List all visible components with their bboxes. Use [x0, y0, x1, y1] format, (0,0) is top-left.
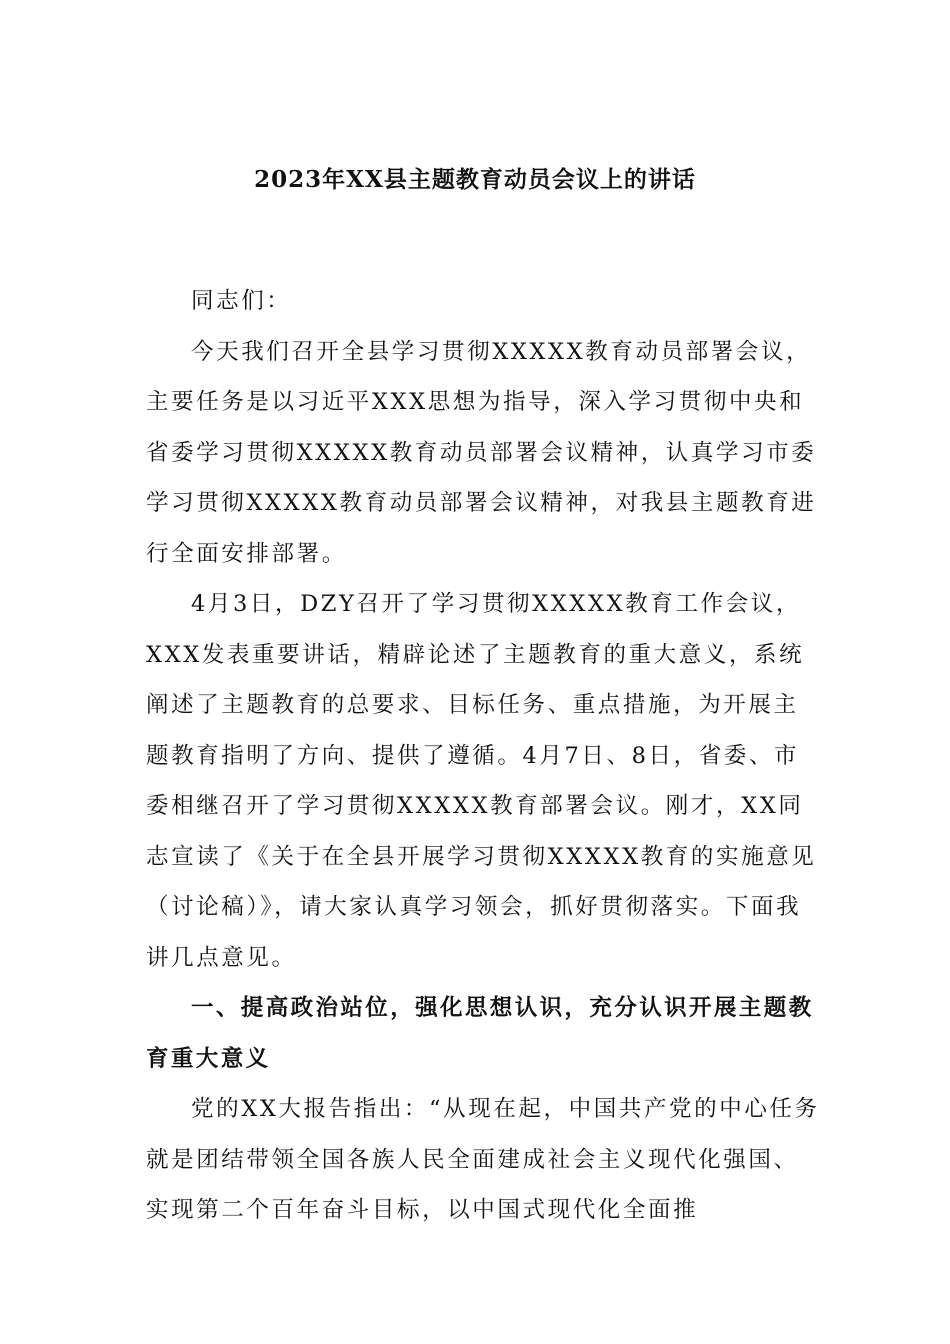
document-body: [146, 276, 822, 1236]
section-heading: 一、提高政治站位，强化思想认识，充分认识开展主题教育重大意义: [146, 995, 814, 1072]
body-paragraph: 今天我们召开全县学习贯彻XXXXX教育动员部署会议，主要任务是以习近平XXX思想为指导，深入学习贯彻中央和省委学习贯彻XXXXX教育动员部署会议精神，认真学习市委学习贯彻XXXXX教育动员部署会议精神，对我县主题教育进行全面安排部署。: [146, 338, 817, 567]
body-paragraph: 党的XX大报告指出：“从现在起，中国共产党的中心任务就是团结带领全国各族人民全面建成社会主义现代化强国、实现第二个百年奋斗目标，以中国式现代化全面推: [146, 1096, 820, 1223]
document-title: 2023年XX县主题教育动员会议上的讲话: [254, 166, 696, 193]
salutation-paragraph: 同志们：: [191, 288, 292, 314]
body-paragraph: 4月3日，DZY召开了学习贯彻XXXXX教育工作会议，XXX发表重要讲话，精辟论述了主题教育的重大意义，系统阐述了主题教育的总要求、目标任务、重点措施，为开展主题教育指明了方向、提供了遵循。4月7日、8日，省委、市委相继召开了学习贯彻XXXXX教育部署会议。刚才，XX同志宣读了《关于在全县开展学习贯彻XXXXX教育的实施意见（讨论稿）》，请大家认真学习领会，抓好贯彻落实。下面我讲几点意见。: [146, 591, 817, 971]
